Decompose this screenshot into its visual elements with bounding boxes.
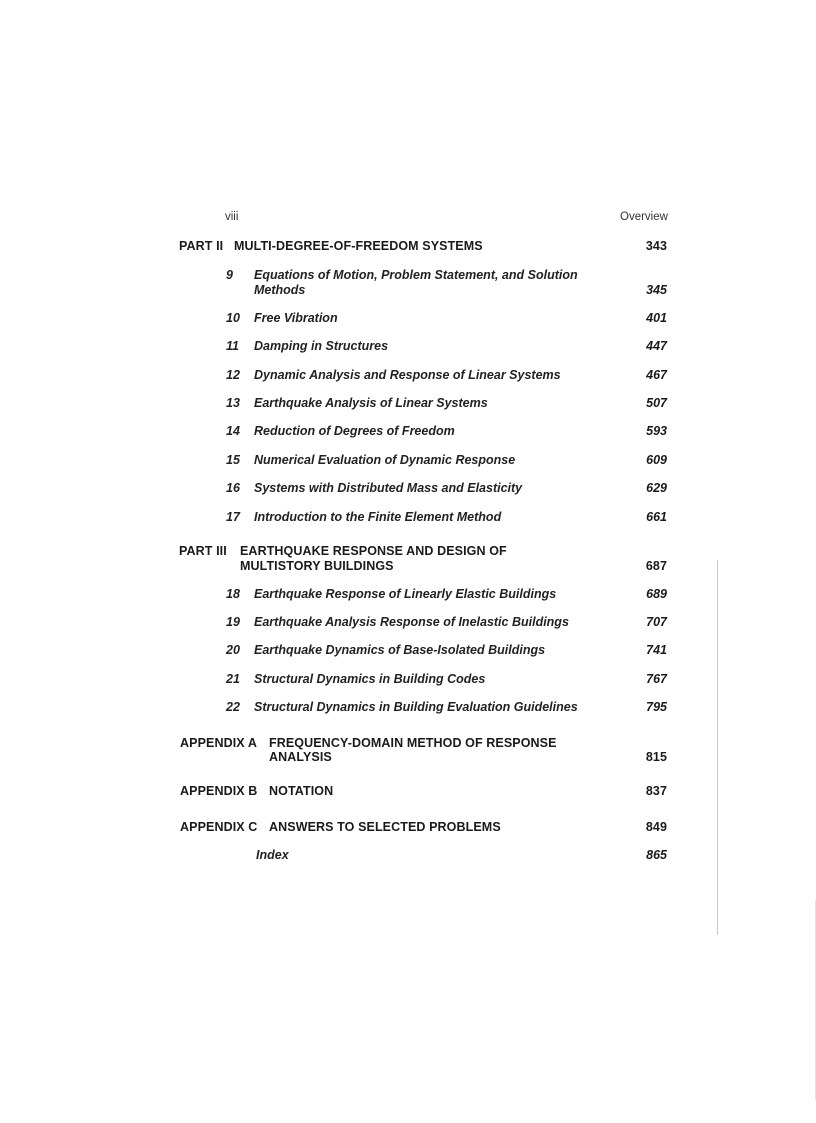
chapter-page: 707 — [646, 615, 667, 629]
part-iii-page: 687 — [645, 559, 667, 573]
index-title: Index — [256, 848, 289, 862]
part-iii-label: PART III — [179, 544, 227, 558]
chapter-page: 447 — [646, 339, 667, 353]
chapter-title: Damping in Structures — [254, 339, 389, 353]
chapter-number: 14 — [226, 424, 240, 438]
chapter-title: Earthquake Dynamics of Base-Isolated Buildings — [254, 643, 546, 657]
part-ii-page: 343 — [645, 239, 667, 253]
chapter-number: 10 — [226, 311, 240, 325]
chapter-number: 19 — [226, 615, 240, 629]
appendix-a-title: FREQUENCY-DOMAIN METHOD OF RESPONSE — [269, 736, 557, 750]
chapter-title-continued: Methods — [254, 283, 306, 297]
appendix-b-title: NOTATION — [269, 784, 334, 798]
part-iii-title-continued: MULTISTORY BUILDINGS — [240, 559, 394, 573]
chapter-page: 767 — [646, 672, 667, 686]
chapter-title: Dynamic Analysis and Response of Linear Systems — [254, 368, 561, 382]
appendix-c-page: 849 — [645, 820, 667, 834]
chapter-title: Earthquake Response of Linearly Elastic Buildings — [254, 587, 557, 601]
chapter-number: 16 — [226, 481, 240, 495]
chapter-page: 629 — [646, 481, 667, 495]
running-title: Overview — [620, 211, 668, 223]
chapter-page: 661 — [646, 510, 667, 524]
chapter-title: Structural Dynamics in Building Codes — [254, 672, 486, 686]
chapter-title: Reduction of Degrees of Freedom — [254, 424, 455, 438]
chapter-number: 15 — [226, 453, 240, 467]
chapter-number: 13 — [226, 396, 240, 410]
part-iii-title: EARTHQUAKE RESPONSE AND DESIGN OF — [240, 544, 507, 558]
chapter-page: 689 — [646, 587, 667, 601]
chapter-page: 507 — [646, 396, 667, 410]
chapter-page: 467 — [646, 368, 667, 382]
chapter-title: Earthquake Analysis of Linear Systems — [254, 396, 488, 410]
chapter-page: 795 — [646, 700, 667, 714]
appendix-b-label: APPENDIX B — [180, 784, 258, 798]
index-page: 865 — [646, 848, 667, 862]
chapter-number: 18 — [226, 587, 240, 601]
scan-edge-line — [717, 560, 718, 935]
chapter-page: 609 — [646, 453, 667, 467]
part-ii-title: MULTI-DEGREE-OF-FREEDOM SYSTEMS — [234, 239, 483, 253]
chapter-page: 345 — [646, 283, 667, 297]
chapter-title: Introduction to the Finite Element Method — [254, 510, 502, 524]
chapter-title: Systems with Distributed Mass and Elasticity — [254, 481, 523, 495]
page-numeral: viii — [225, 211, 239, 223]
chapter-number: 22 — [226, 700, 240, 714]
chapter-page: 593 — [646, 424, 667, 438]
appendix-b-page: 837 — [645, 784, 667, 798]
chapter-page: 741 — [646, 643, 667, 657]
chapter-title: Structural Dynamics in Building Evaluation Guidelines — [254, 700, 578, 714]
chapter-title: Earthquake Analysis Response of Inelastic Buildings — [254, 615, 569, 629]
chapter-number: 9 — [226, 268, 233, 282]
appendix-a-title-continued: ANALYSIS — [269, 750, 332, 764]
chapter-number: 20 — [226, 643, 240, 657]
appendix-c-label: APPENDIX C — [180, 820, 258, 834]
appendix-c-title: ANSWERS TO SELECTED PROBLEMS — [269, 820, 501, 834]
chapter-title: Numerical Evaluation of Dynamic Response — [254, 453, 516, 467]
chapter-number: 17 — [226, 510, 240, 524]
chapter-page: 401 — [646, 311, 667, 325]
chapter-title: Equations of Motion, Problem Statement, and Solution — [254, 268, 578, 282]
part-ii-label: PART II — [179, 239, 224, 253]
chapter-number: 11 — [226, 339, 239, 353]
chapter-number: 12 — [226, 368, 240, 382]
appendix-a-label: APPENDIX A — [180, 736, 257, 750]
chapter-title: Free Vibration — [254, 311, 338, 325]
appendix-a-page: 815 — [645, 750, 667, 764]
chapter-number: 21 — [226, 672, 240, 686]
